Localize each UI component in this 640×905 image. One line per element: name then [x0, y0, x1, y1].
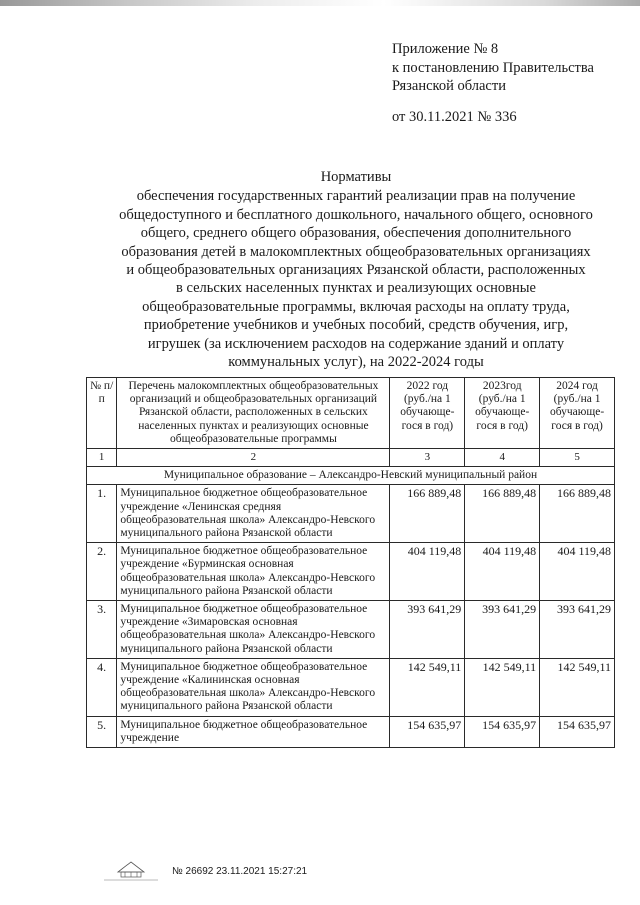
row-index: 4. [87, 658, 117, 716]
table-row [87, 485, 615, 543]
row-value-2023: 393 641,29 [465, 601, 540, 659]
document-footer [96, 858, 356, 884]
scan-edge [0, 0, 640, 6]
header-2022: 2022 год (руб./на 1 обучающе-гося в год) [390, 378, 465, 449]
row-value-2022: 393 641,29 [390, 601, 465, 659]
row-name: Муниципальное бюджетное общеобразовательное учреждение «Калининская основная общеобразовательная школа» Александро-Невского муниципального района Рязанской области [117, 658, 390, 716]
appendix-date: от 30.11.2021 № 336 [392, 108, 517, 125]
appendix-line-2: к постановлению Правительства [392, 59, 594, 76]
header-name: Перечень малокомплектных общеобразовательных организаций и общеобразовательных организаций Рязанской области, расположенных в сельских населенных пунктах и реализующих основные общеобразовательные программы [117, 378, 390, 449]
table-row [87, 543, 615, 601]
title-line: в сельских населенных пунктах и реализующих основные [176, 280, 536, 297]
title-line: игрушек (за исключением расходов на содержание зданий и оплату [147, 335, 565, 352]
row-index: 2. [87, 543, 117, 601]
column-number: 2 [117, 449, 390, 467]
header-2024: 2024 год (руб./на 1 обучающе-гося в год) [540, 378, 615, 449]
row-index: 1. [87, 485, 117, 543]
column-number: 3 [390, 449, 465, 467]
column-number: 5 [540, 449, 615, 467]
title-line: образования детей в малокомплектных общеобразовательных организациях [121, 243, 591, 260]
document-title [96, 168, 616, 371]
row-value-2024: 393 641,29 [540, 601, 615, 659]
title-line: общедоступного и бесплатного дошкольного, начального общего, основного [119, 206, 593, 223]
title-line: и общеобразовательных организациях Рязанской области, расположенных [126, 262, 586, 279]
row-value-2024: 142 549,11 [540, 658, 615, 716]
row-value-2023: 404 119,48 [465, 543, 540, 601]
row-name: Муниципальное бюджетное общеобразовательное учреждение «Ленинская средняя общеобразовательная школа» Александро-Невского муниципального района Рязанской области [117, 485, 390, 543]
row-value-2024: 404 119,48 [540, 543, 615, 601]
row-value-2024: 166 889,48 [540, 485, 615, 543]
row-value-2023: 166 889,48 [465, 485, 540, 543]
region-label: Муниципальное образование – Александро-Невский муниципальный район [87, 467, 615, 485]
title-line: коммунальных услуг), на 2022-2024 годы [228, 354, 484, 371]
row-value-2022: 404 119,48 [390, 543, 465, 601]
title-line: общего, среднего общего образования, обеспечения дополнительного [140, 225, 572, 242]
column-number: 4 [465, 449, 540, 467]
row-name: Муниципальное бюджетное общеобразовательное учреждение «Бурминская основная общеобразовательная школа» Александро-Невского муниципального района Рязанской области [117, 543, 390, 601]
row-name: Муниципальное бюджетное общеобразовательное учреждение «Зимаровская основная общеобразовательная школа» Александро-Невского муниципального района Рязанской области [117, 601, 390, 659]
title-line: приобретение учебников и учебных пособий, средств обучения, игр, [143, 317, 569, 334]
table-row [87, 716, 615, 747]
appendix-block [392, 40, 632, 126]
title-head: Нормативы [320, 169, 392, 185]
row-index: 5. [87, 716, 117, 747]
row-value-2022: 154 635,97 [390, 716, 465, 747]
row-value-2022: 142 549,11 [390, 658, 465, 716]
norms-table [86, 377, 615, 748]
document-reference: № 26692 23.11.2021 15:27:21 [172, 865, 308, 877]
row-value-2023: 142 549,11 [465, 658, 540, 716]
government-logo-icon [96, 858, 166, 884]
column-number-row [87, 449, 615, 467]
region-row [87, 467, 615, 485]
header-num: № п/п [87, 378, 117, 449]
row-name: Муниципальное бюджетное общеобразовательное учреждение [117, 716, 390, 747]
appendix-line-1: Приложение № 8 [392, 41, 499, 57]
table-row [87, 601, 615, 659]
table-header-row [87, 378, 615, 449]
table-row [87, 658, 615, 716]
column-number: 1 [87, 449, 117, 467]
row-index: 3. [87, 601, 117, 659]
title-line: общеобразовательные программы, включая расходы на оплату труда, [142, 298, 570, 315]
row-value-2023: 154 635,97 [465, 716, 540, 747]
row-value-2022: 166 889,48 [390, 485, 465, 543]
row-value-2024: 154 635,97 [540, 716, 615, 747]
title-line: обеспечения государственных гарантий реализации прав на получение [136, 188, 576, 205]
appendix-line-3: Рязанской области [392, 78, 506, 94]
header-2023: 2023год (руб./на 1 обучающе-гося в год) [465, 378, 540, 449]
